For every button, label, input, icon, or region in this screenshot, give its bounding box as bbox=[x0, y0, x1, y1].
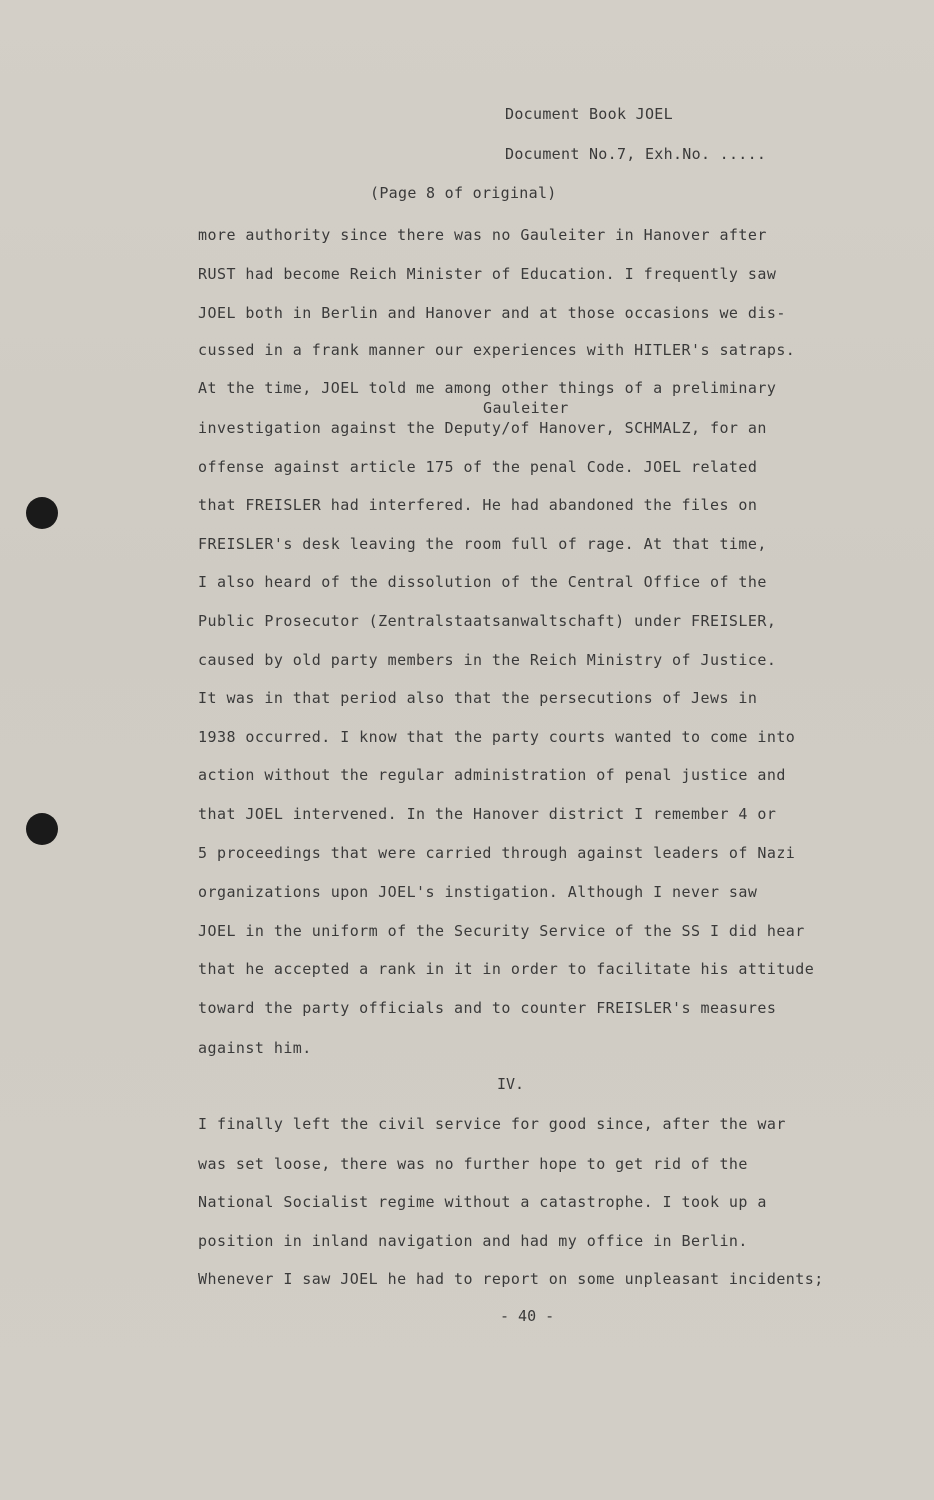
text-line: I finally left the civil service for good since, after the war bbox=[198, 1115, 786, 1133]
text-line: RUST had become Reich Minister of Education. I frequently saw bbox=[198, 265, 777, 283]
text-line: At the time, JOEL told me among other things of a preliminary bbox=[198, 379, 777, 397]
binder-hole-bottom bbox=[26, 813, 58, 845]
document-number: Document No.7, Exh.No. ..... bbox=[505, 145, 767, 163]
document-book-title: Document Book JOEL bbox=[505, 105, 673, 123]
text-line: was set loose, there was no further hope to get rid of the bbox=[198, 1155, 748, 1173]
text-line: cussed in a frank manner our experiences with HITLER's satraps. bbox=[198, 341, 796, 359]
text-line: FREISLER's desk leaving the room full of rage. At that time, bbox=[198, 535, 767, 553]
text-line: against him. bbox=[198, 1039, 312, 1057]
interlinear-insert: Gauleiter bbox=[483, 399, 569, 417]
text-line: JOEL both in Berlin and Hanover and at those occasions we dis- bbox=[198, 304, 786, 322]
page-number: - 40 - bbox=[500, 1307, 555, 1325]
text-line: organizations upon JOEL's instigation. Although I never saw bbox=[198, 883, 758, 901]
text-line: that he accepted a rank in it in order to facilitate his attitude bbox=[198, 960, 815, 978]
text-line: 5 proceedings that were carried through against leaders of Nazi bbox=[198, 844, 796, 862]
section-heading: IV. bbox=[497, 1075, 525, 1093]
text-line: toward the party officials and to counter FREISLER's measures bbox=[198, 999, 777, 1017]
text-line: investigation against the Deputy/of Hanover, SCHMALZ, for an bbox=[198, 419, 767, 437]
text-line: offense against article 175 of the penal Code. JOEL related bbox=[198, 458, 758, 476]
text-line: Whenever I saw JOEL he had to report on some unpleasant incidents; bbox=[198, 1270, 824, 1288]
text-line: that JOEL intervened. In the Hanover district I remember 4 or bbox=[198, 805, 777, 823]
original-page-reference: (Page 8 of original) bbox=[370, 184, 557, 202]
text-line: National Socialist regime without a catastrophe. I took up a bbox=[198, 1193, 767, 1211]
text-line: action without the regular administration of penal justice and bbox=[198, 766, 786, 784]
text-line: position in inland navigation and had my office in Berlin. bbox=[198, 1232, 748, 1250]
text-line: caused by old party members in the Reich Ministry of Justice. bbox=[198, 651, 777, 669]
text-line: Public Prosecutor (Zentralstaatsanwaltschaft) under FREISLER, bbox=[198, 612, 777, 630]
text-line: that FREISLER had interfered. He had abandoned the files on bbox=[198, 496, 758, 514]
binder-hole-top bbox=[26, 497, 58, 529]
text-line: It was in that period also that the persecutions of Jews in bbox=[198, 689, 758, 707]
text-line: JOEL in the uniform of the Security Service of the SS I did hear bbox=[198, 922, 805, 940]
text-line: I also heard of the dissolution of the Central Office of the bbox=[198, 573, 767, 591]
text-line: more authority since there was no Gauleiter in Hanover after bbox=[198, 226, 767, 244]
text-line: 1938 occurred. I know that the party courts wanted to come into bbox=[198, 728, 796, 746]
